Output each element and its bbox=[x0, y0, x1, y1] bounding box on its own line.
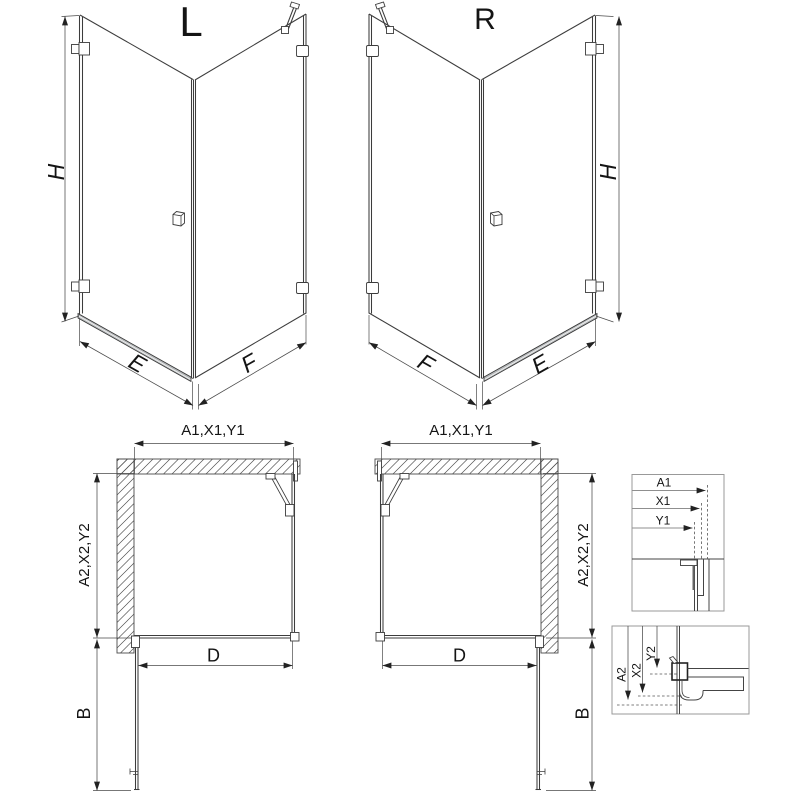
detail-box-width-section bbox=[632, 475, 724, 612]
detail-label-x2: X2 bbox=[629, 663, 644, 678]
dim-door-width-right bbox=[483, 318, 596, 410]
dim-label-a2x2y2: A2,X2,Y2 bbox=[76, 523, 93, 587]
side-panel bbox=[195, 14, 306, 378]
detail-box-border bbox=[632, 475, 724, 612]
dim-entry-left bbox=[139, 642, 293, 670]
dim-swing-left bbox=[74, 640, 131, 791]
side-panel-plan bbox=[291, 474, 300, 641]
corner-block bbox=[291, 633, 300, 642]
plan-view-left bbox=[74, 422, 300, 791]
wall-hatch-left bbox=[117, 459, 134, 653]
door-knob-icon bbox=[173, 212, 185, 227]
glass-section bbox=[677, 626, 680, 714]
wall-hatch-top bbox=[117, 459, 300, 474]
support-bar bbox=[282, 2, 300, 34]
detail-label-y2: Y2 bbox=[644, 646, 658, 661]
door-open-plan bbox=[130, 648, 140, 790]
door-open-plan bbox=[536, 648, 546, 790]
wall-bracket-bottom-icon bbox=[297, 283, 309, 294]
wall-hatch-right bbox=[541, 459, 558, 653]
dim-entry-right bbox=[383, 642, 537, 670]
dim-height-right bbox=[595, 16, 621, 323]
dim-label-d: D bbox=[207, 645, 220, 666]
clamp-screw bbox=[670, 657, 678, 664]
support-bar-plan bbox=[381, 474, 409, 517]
detail-label-a2: A2 bbox=[614, 667, 629, 682]
iso-view-left bbox=[43, 0, 309, 410]
iso-view-right bbox=[367, 2, 622, 410]
door-handle bbox=[130, 769, 138, 775]
side-panel bbox=[369, 14, 480, 378]
door-knob-icon bbox=[491, 212, 503, 227]
wall-profile-section bbox=[632, 559, 724, 611]
wall-bracket-bottom-icon bbox=[367, 283, 379, 294]
dim-label-b: B bbox=[572, 707, 593, 720]
variant-label-left: L bbox=[179, 0, 203, 45]
dim-side-width-right bbox=[369, 315, 477, 410]
support-bar-plan bbox=[266, 474, 294, 517]
dim-label-a1x1y1: A1,X1,Y1 bbox=[181, 421, 245, 439]
dim-swing-right bbox=[546, 640, 596, 791]
support-bar bbox=[376, 2, 394, 34]
hinge-top-icon bbox=[72, 43, 90, 56]
dim-label-f: F bbox=[413, 348, 439, 378]
tray-profile-section bbox=[670, 626, 749, 714]
door-handle bbox=[537, 769, 545, 775]
hinge-bottom-icon bbox=[586, 280, 604, 293]
dim-door-width-left bbox=[80, 318, 194, 410]
wall-bracket-top-icon bbox=[367, 46, 379, 57]
dim-label-d: D bbox=[453, 645, 466, 666]
hinge-bottom-icon bbox=[72, 280, 90, 293]
wall-hatch-top bbox=[375, 459, 558, 474]
hinge-block bbox=[132, 636, 140, 648]
hinge-top-icon bbox=[586, 43, 604, 56]
dim-label-h: H bbox=[595, 163, 621, 181]
hinge-block bbox=[536, 636, 544, 648]
variant-label-right: R bbox=[474, 3, 496, 36]
tray-rim-curve bbox=[680, 681, 704, 700]
dim-height-left bbox=[43, 16, 79, 323]
corner-block bbox=[376, 633, 385, 642]
detail-label-y1: Y1 bbox=[655, 513, 671, 528]
plan-view-right bbox=[375, 422, 596, 791]
wall-bracket-top-icon bbox=[297, 46, 309, 57]
dim-label-b: B bbox=[74, 707, 94, 720]
detail-label-x1: X1 bbox=[655, 494, 671, 508]
dim-label-e: E bbox=[526, 348, 554, 380]
side-panel-plan bbox=[376, 474, 385, 641]
detail-box-depth-section bbox=[612, 626, 749, 714]
dim-label-a2x2y2: A2,X2,Y2 bbox=[575, 523, 592, 587]
dim-label-e: E bbox=[124, 347, 151, 379]
dim-side-width-left bbox=[199, 315, 307, 410]
detail-label-a1: A1 bbox=[656, 475, 672, 490]
dim-label-f: F bbox=[236, 348, 262, 378]
dim-label-a1x1y1: A1,X1,Y1 bbox=[429, 421, 493, 439]
dim-label-h: H bbox=[43, 163, 69, 181]
